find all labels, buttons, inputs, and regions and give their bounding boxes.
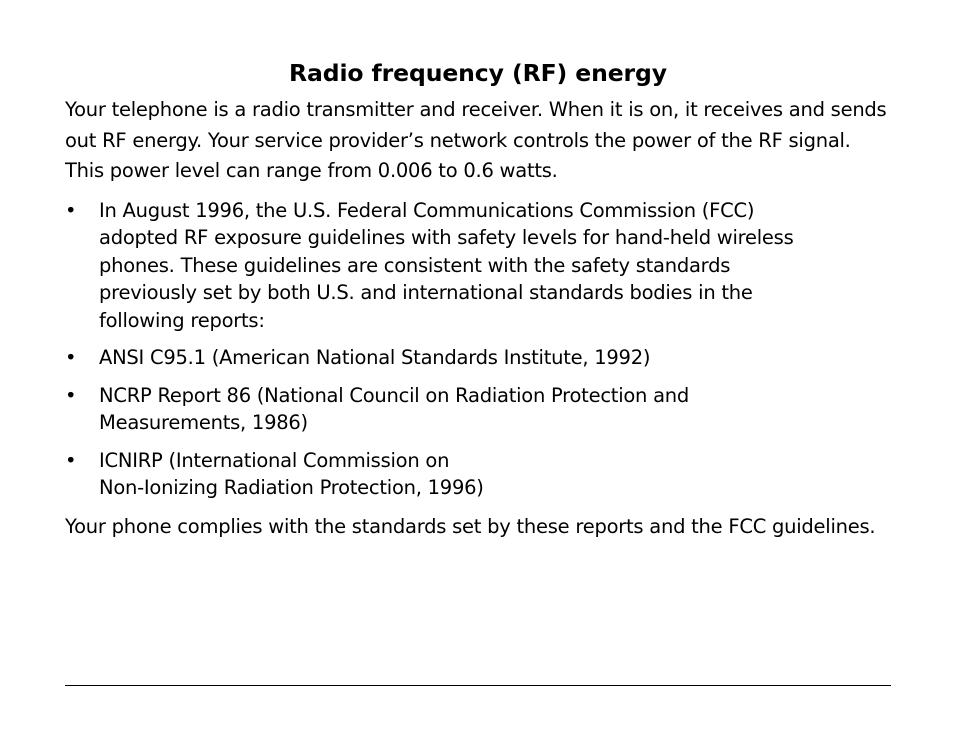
- bullet-line: Non-Ionizing Radiation Protection, 1996): [99, 476, 484, 499]
- bullet-line: In August 1996, the U.S. Federal Communications Commission (FCC): [99, 198, 755, 222]
- document-page: [65, 56, 891, 542]
- bullet-glyph: •: [65, 198, 77, 222]
- bullet-line: adopted RF exposure guidelines with safety levels for hand-held wireless: [99, 226, 794, 249]
- bullet-line: Measurements, 1986): [99, 411, 308, 434]
- bullet-item-ansi: [65, 344, 891, 372]
- bullet-item-icnirp: [65, 447, 891, 502]
- bullet-glyph: •: [65, 346, 77, 369]
- intro-paragraph: Your telephone is a radio transmitter and receiver. When it is on, it receives and sends out RF energy. Your service provider’s network controls the power of the RF signal. This power level can range from 0.006 to 0.6 watts.: [65, 98, 887, 182]
- bullet-text: [99, 197, 891, 335]
- bullet-line: previously set by both U.S. and international standards bodies in the: [99, 281, 753, 304]
- bullet-line: following reports:: [99, 308, 265, 332]
- closing-paragraph: Your phone complies with the standards set by these reports and the FCC guidelines.: [65, 514, 876, 538]
- bullet-item-ncrp: [65, 382, 891, 437]
- bullet-text: [99, 447, 891, 502]
- bullet-glyph: •: [65, 448, 77, 472]
- bullet-line: phones. These guidelines are consistent with the safety standards: [99, 253, 731, 277]
- footer-divider: [65, 685, 891, 686]
- bullet-glyph: •: [65, 383, 77, 407]
- bullet-list: [65, 197, 891, 502]
- bullet-line: ANSI C95.1 (American National Standards Institute, 1992): [99, 346, 651, 369]
- bullet-line: ICNIRP (International Commission on: [99, 448, 450, 472]
- bullet-line: NCRP Report 86 (National Council on Radiation Protection and: [99, 383, 690, 407]
- bullet-text: [99, 382, 891, 437]
- page-title: Radio frequency (RF) energy: [288, 59, 667, 87]
- bullet-text: [99, 344, 891, 372]
- bullet-item-fcc: [65, 197, 891, 335]
